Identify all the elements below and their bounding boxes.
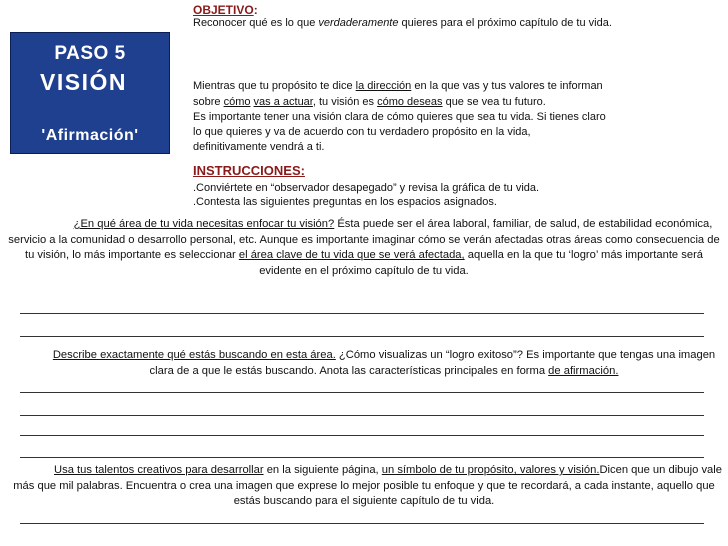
question-3-prompt: Usa tus talentos creativos para desarrollar	[54, 464, 264, 476]
objetivo-text-line-3: sobre cómo vas a actuar, tu visión es cómo deseas que se vea tu futuro.	[193, 96, 546, 108]
objetivo-text-line-1: Reconocer qué es lo que verdaderamente quieres para el próximo capítulo de tu vida.	[193, 17, 612, 29]
answer-line[interactable]	[20, 313, 704, 314]
objetivo-text-line-5: lo que quieres y va de acuerdo con tu verdadero propósito en la vida,	[193, 126, 531, 138]
objetivo-heading: OBJETIVO:	[193, 3, 258, 17]
objetivo-text-line-2: Mientras que tu propósito te dice la dirección en la que vas y tus valores te informan	[193, 80, 603, 92]
question-3: Usa tus talentos creativos para desarrollar en la siguiente página, un símbolo de tu propósito, valores y visión.Dicen que un dibujo vale más que mil palabras. Encuentra o crea una imagen que exprese lo mejor posible tu enfoque y que te recordará, a cada instante, aquello que estás buscando para el siguiente capítulo de tu vida.	[13, 464, 722, 507]
question-1-prompt: ¿En qué área de tu vida necesitas enfocar tu visión?	[73, 218, 335, 230]
objetivo-text-line-4: Es importante tener una visión clara de cómo quieres que sea tu vida. Si tienes claro	[193, 111, 606, 123]
step-title: VISIÓN	[40, 69, 127, 95]
answer-line[interactable]	[20, 523, 704, 524]
objetivo-text-line-6: definitivamente vendrá a ti.	[193, 141, 325, 153]
answer-line[interactable]	[20, 457, 704, 458]
step-number: PASO 5	[54, 43, 126, 64]
instrucciones-line-1: .Conviértete en “observador desapegado” y revisa la gráfica de tu vida.	[193, 182, 540, 194]
question-1: ¿En qué área de tu vida necesitas enfocar tu visión? Ésta puede ser el área laboral, familiar, de salud, de estabilidad económica, servicio a la comunidad o desarrollo personal, etc. Aunque es importante imaginar cómo se verán afectadas otras áreas como consecuencia de tu visión, lo más importante es seleccionar el área clave de tu vida que se verá afectada, aquella en la que tu ‘logro’ más importante será evidente en el próximo capítulo de tu vida.	[8, 218, 720, 277]
question-2: Describe exactamente qué estás buscando en esta área. ¿Cómo visualizas un “logro exitoso”? Es importante que tengas una imagen clara de a que le estás buscando. Anota las características principales en forma de afirmación.	[52, 349, 716, 377]
step-subtitle: 'Afirmación'	[41, 127, 139, 144]
instrucciones-heading: INSTRUCCIONES:	[193, 163, 305, 178]
instrucciones-line-2: .Contesta las siguientes preguntas en los espacios asignados.	[193, 196, 497, 208]
answer-line[interactable]	[20, 435, 704, 436]
answer-line[interactable]	[20, 415, 704, 416]
answer-line[interactable]	[20, 336, 704, 337]
answer-line[interactable]	[20, 392, 704, 393]
question-2-prompt: Describe exactamente qué estás buscando en esta área.	[52, 349, 336, 361]
step-title-box	[10, 32, 170, 154]
